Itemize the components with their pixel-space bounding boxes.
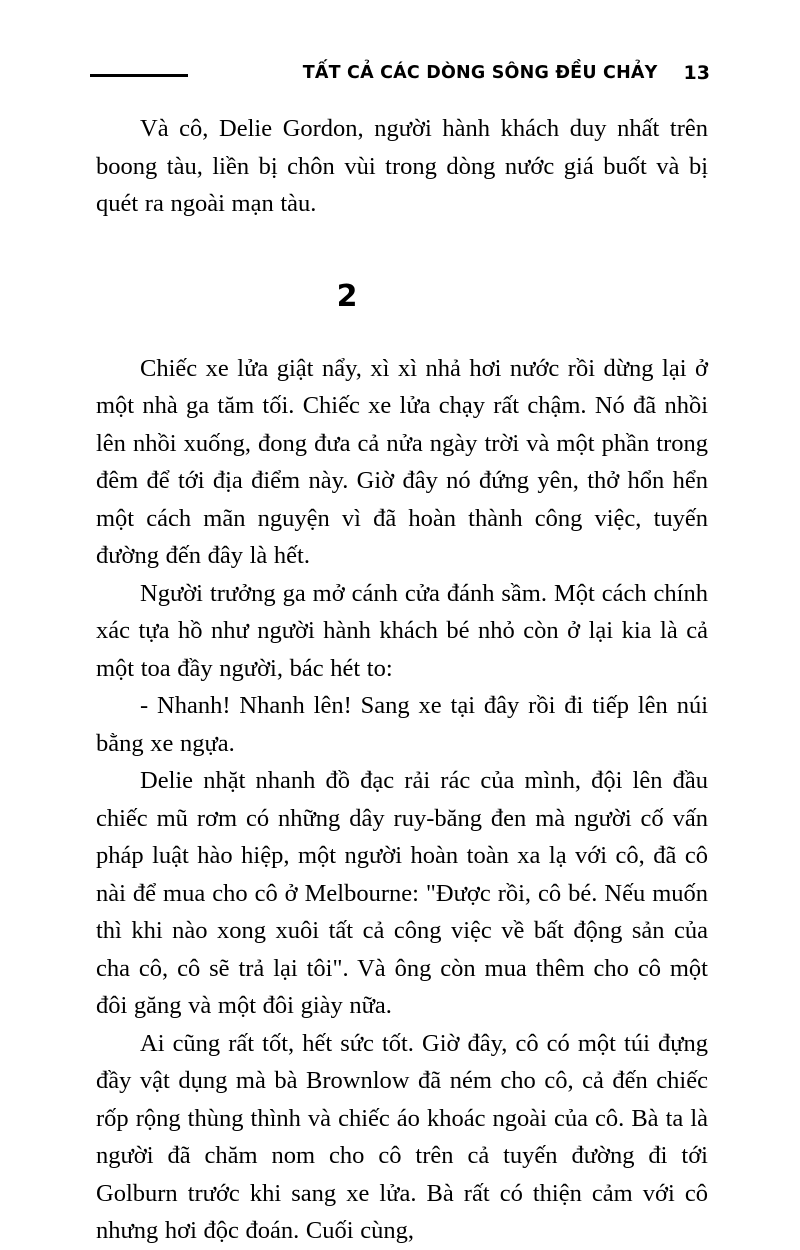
paragraph: Người trưởng ga mở cánh cửa đánh sầm. Một cách chính xác tựa hồ như người hành khách bé nhỏ còn ở lại kia là cả một toa đầy người, bác hét to:	[96, 579, 708, 682]
running-title: TẤT CẢ CÁC DÒNG SÔNG ĐỀU CHẢY	[302, 63, 658, 83]
page-content	[96, 110, 708, 1250]
paragraph: Delie nhặt nhanh đồ đạc rải rác của mình, đội lên đầu chiếc mũ rơm có những dây ruy-băng đen mà người cố vấn pháp luật hào hiệp, một người hoàn toàn xa lạ với cô, đã cô nài để mua cho cô ở Melbourne: "Được rồi, cô bé. Nếu muốn thì khi nào xong xuôi tất cả công việc về bất động sản của cha cô, cô sẽ trả lại tôi". Và ông còn mua thêm cho cô một đôi găng và một đôi giày nữa.	[96, 767, 708, 1019]
paragraph: Và cô, Delie Gordon, người hành khách duy nhất trên boong tàu, liền bị chôn vùi trong dòng nước giá buốt và bị quét ra ngoài mạn tàu.	[96, 115, 708, 217]
header-rule	[90, 74, 188, 77]
paragraph: Chiếc xe lửa giật nẩy, xì xì nhả hơi nước rồi dừng lại ở một nhà ga tăm tối. Chiếc xe lửa chạy rất chậm. Nó đã nhồi lên nhồi xuống, đong đưa cả nửa ngày trời và một phần trong đêm để tới địa điểm này. Giờ đây nó đứng yên, thở hổn hển một cách mãn nguyện vì đã hoàn thành công việc, tuyến đường đến đây là hết.	[96, 354, 708, 569]
page-header	[90, 56, 710, 90]
paragraph: Ai cũng rất tốt, hết sức tốt. Giờ đây, cô có một túi đựng đầy vật dụng mà bà Brownlow đã ném cho cô, cả đến chiếc rốp rộng thùng thình và chiếc áo khoác ngoài của cô. Bà ta là người đã chăm nom cho cô trên cả tuyến đường đi tới Golburn trước khi sang xe lửa. Bà rất có thiện cảm với cô nhưng hơi độc đoán. Cuối cùng,	[96, 1029, 708, 1244]
page-number: 13	[683, 62, 710, 84]
chapter-number: 2	[336, 278, 358, 314]
paragraph: - Nhanh! Nhanh lên! Sang xe tại đây rồi đi tiếp lên núi bằng xe ngựa.	[96, 692, 708, 757]
